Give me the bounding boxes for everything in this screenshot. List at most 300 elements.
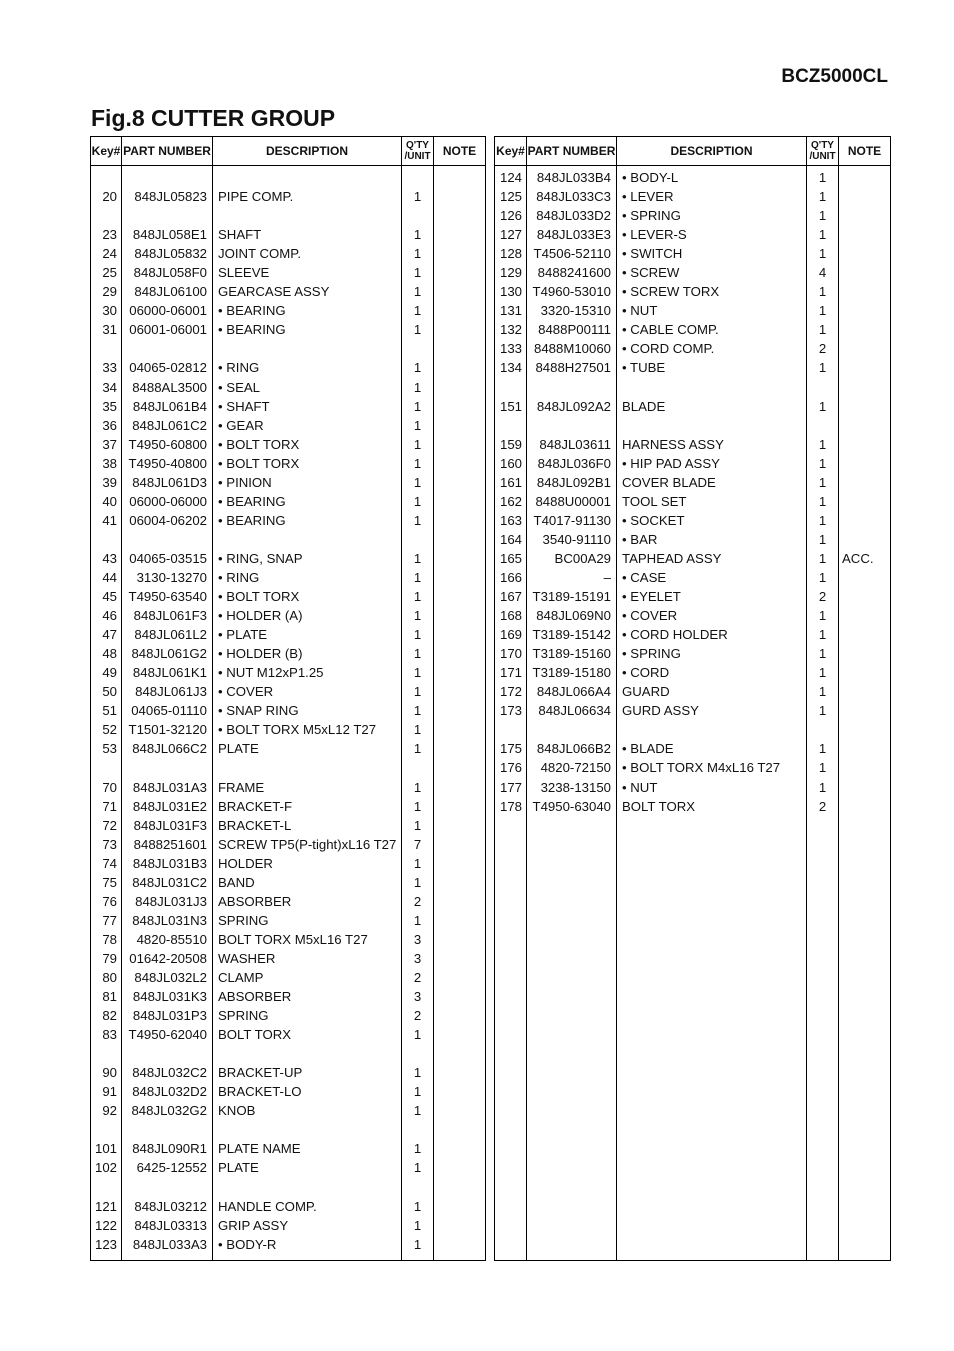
cell-note: [434, 454, 486, 473]
table-row: [91, 1139, 486, 1158]
cell-note: [434, 606, 486, 625]
cell-key: 91: [91, 1082, 122, 1101]
table-row: [91, 854, 486, 873]
cell-qty: 1: [807, 358, 839, 377]
cell-key: 168: [495, 606, 527, 625]
cell-note: [839, 320, 891, 339]
cell-description: TOOL SET: [617, 492, 807, 511]
table-row: [91, 397, 486, 416]
cell-note: [434, 168, 486, 187]
cell-note: [434, 263, 486, 282]
cell-part-number: 06001-06001: [122, 320, 213, 339]
cell-note: [839, 301, 891, 320]
cell-description: • RING, SNAP: [213, 549, 402, 568]
cell-note: [839, 606, 891, 625]
cell-part-number: 848JL069N0: [527, 606, 617, 625]
cell-qty: 1: [807, 549, 839, 568]
cell-key: 159: [495, 435, 527, 454]
table-row: [495, 511, 891, 530]
cell-key: 124: [495, 168, 527, 187]
cell-part-number: 04065-03515: [122, 549, 213, 568]
cell-description: • PINION: [213, 473, 402, 492]
cell-note: [839, 644, 891, 663]
cell-key: 29: [91, 282, 122, 301]
table-row: [91, 225, 486, 244]
cell-description: BRACKET-L: [213, 816, 402, 835]
cell-qty: 1: [402, 1025, 434, 1044]
table-row: [495, 358, 891, 377]
cell-part-number: 848JL061J3: [122, 682, 213, 701]
cell-qty: 1: [807, 606, 839, 625]
header-note: NOTE: [434, 137, 486, 166]
figure-title: Fig.8 CUTTER GROUP: [91, 105, 336, 131]
cell-description: • EYELET: [617, 587, 807, 606]
cell-note: [839, 778, 891, 797]
cell-note: [434, 1082, 486, 1101]
cell-part-number: 848JL033B4: [527, 168, 617, 187]
cell-part-number: T4017-91130: [527, 511, 617, 530]
cell-note: [839, 663, 891, 682]
cell-note: [434, 1006, 486, 1025]
filler-cell: [527, 816, 617, 1261]
table-row: [91, 1177, 486, 1196]
cell-key: 40: [91, 492, 122, 511]
cell-description: • SOCKET: [617, 511, 807, 530]
cell-description: • BODY-R: [213, 1235, 402, 1254]
cell-part-number: 848JL058E1: [122, 225, 213, 244]
cell-key: [495, 720, 527, 739]
cell-part-number: 848JL061F3: [122, 606, 213, 625]
cell-part-number: 848JL05823: [122, 187, 213, 206]
cell-note: [839, 225, 891, 244]
cell-part-number: [527, 416, 617, 435]
cell-qty: 4: [807, 263, 839, 282]
cell-part-number: 848JL058F0: [122, 263, 213, 282]
cell-description: HANDLE COMP.: [213, 1197, 402, 1216]
cell-part-number: 848JL03611: [527, 435, 617, 454]
cell-description: [213, 206, 402, 225]
cell-note: [434, 416, 486, 435]
cell-note: [434, 1197, 486, 1216]
table-row: [495, 225, 891, 244]
cell-note: [434, 282, 486, 301]
cell-description: BOLT TORX M5xL16 T27: [213, 930, 402, 949]
cell-description: • LEVER-S: [617, 225, 807, 244]
cell-key: 134: [495, 358, 527, 377]
cell-key: [91, 168, 122, 187]
cell-description: • TUBE: [617, 358, 807, 377]
cell-note: [434, 320, 486, 339]
cell-key: 47: [91, 625, 122, 644]
table-row: [91, 682, 486, 701]
table-row: [91, 282, 486, 301]
cell-part-number: 848JL061K1: [122, 663, 213, 682]
cell-key: 51: [91, 701, 122, 720]
header-description: DESCRIPTION: [213, 137, 402, 166]
cell-part-number: [527, 720, 617, 739]
cell-note: [839, 358, 891, 377]
table-row: [91, 244, 486, 263]
cell-note: [839, 568, 891, 587]
cell-key: 80: [91, 968, 122, 987]
cell-note: [434, 1025, 486, 1044]
table-row: [495, 625, 891, 644]
cell-part-number: T4506-52110: [527, 244, 617, 263]
cell-qty: [402, 1120, 434, 1139]
cell-qty: [807, 720, 839, 739]
table-row: [495, 587, 891, 606]
cell-description: TAPHEAD ASSY: [617, 549, 807, 568]
cell-qty: 1: [807, 397, 839, 416]
cell-note: [434, 701, 486, 720]
cell-part-number: 3320-15310: [527, 301, 617, 320]
cell-key: 166: [495, 568, 527, 587]
table-row: [91, 320, 486, 339]
cell-key: 53: [91, 739, 122, 758]
cell-note: [434, 339, 486, 358]
cell-description: GRIP ASSY: [213, 1216, 402, 1235]
cell-qty: [402, 206, 434, 225]
cell-part-number: 848JL061G2: [122, 644, 213, 663]
cell-part-number: 04065-02812: [122, 358, 213, 377]
cell-key: [91, 530, 122, 549]
cell-key: 31: [91, 320, 122, 339]
cell-description: • NUT: [617, 778, 807, 797]
cell-qty: 1: [402, 587, 434, 606]
table-row: [495, 606, 891, 625]
cell-part-number: T4950-60800: [122, 435, 213, 454]
table-row: [91, 511, 486, 530]
cell-qty: 1: [402, 1197, 434, 1216]
table-row: [495, 263, 891, 282]
cell-key: [91, 206, 122, 225]
cell-description: PLATE: [213, 739, 402, 758]
cell-key: 52: [91, 720, 122, 739]
header-part-number: PART NUMBER: [527, 137, 617, 166]
cell-description: • COVER: [213, 682, 402, 701]
cell-part-number: 06000-06000: [122, 492, 213, 511]
table-row: [91, 1044, 486, 1063]
table-row: [495, 549, 891, 568]
cell-part-number: [527, 378, 617, 397]
cell-key: [91, 1177, 122, 1196]
table-row: [91, 968, 486, 987]
cell-key: 162: [495, 492, 527, 511]
table-row: [495, 644, 891, 663]
cell-part-number: [122, 1177, 213, 1196]
cell-description: • SEAL: [213, 378, 402, 397]
table-row: [495, 320, 891, 339]
cell-key: [91, 1120, 122, 1139]
cell-description: • CORD COMP.: [617, 339, 807, 358]
cell-note: [434, 301, 486, 320]
table-row: [91, 663, 486, 682]
cell-note: [839, 416, 891, 435]
cell-qty: 1: [402, 282, 434, 301]
cell-description: • HOLDER (A): [213, 606, 402, 625]
cell-part-number: 848JL066B2: [527, 739, 617, 758]
cell-qty: 1: [807, 682, 839, 701]
filler-cell: [617, 816, 807, 1261]
cell-qty: 7: [402, 835, 434, 854]
cell-key: 171: [495, 663, 527, 682]
cell-part-number: 848JL032L2: [122, 968, 213, 987]
cell-description: [213, 1177, 402, 1196]
cell-key: 167: [495, 587, 527, 606]
cell-note: [839, 168, 891, 187]
cell-qty: 1: [402, 682, 434, 701]
cell-qty: 1: [807, 168, 839, 187]
cell-key: 46: [91, 606, 122, 625]
cell-key: 39: [91, 473, 122, 492]
cell-key: 43: [91, 549, 122, 568]
cell-part-number: 8488241600: [527, 263, 617, 282]
cell-part-number: T4950-40800: [122, 454, 213, 473]
cell-description: • BOLT TORX M4xL16 T27: [617, 758, 807, 777]
cell-note: [434, 1139, 486, 1158]
cell-qty: 1: [402, 473, 434, 492]
header-qty-top: Q'TY: [406, 140, 429, 151]
cell-note: [839, 378, 891, 397]
table-row: [91, 568, 486, 587]
cell-part-number: T4950-63540: [122, 587, 213, 606]
cell-qty: 1: [402, 1139, 434, 1158]
cell-part-number: 4820-72150: [527, 758, 617, 777]
cell-qty: [402, 758, 434, 777]
cell-key: 164: [495, 530, 527, 549]
cell-key: 127: [495, 225, 527, 244]
table-row: [91, 606, 486, 625]
cell-description: PLATE NAME: [213, 1139, 402, 1158]
filler-cell: [807, 816, 839, 1261]
table-row: [495, 701, 891, 720]
cell-qty: 1: [402, 720, 434, 739]
cell-key: 20: [91, 187, 122, 206]
table-header-row: [91, 137, 486, 166]
cell-note: [434, 1063, 486, 1082]
cell-qty: 1: [402, 797, 434, 816]
cell-key: 129: [495, 263, 527, 282]
cell-part-number: 848JL092A2: [527, 397, 617, 416]
cell-key: 82: [91, 1006, 122, 1025]
filler-cell: [213, 1254, 402, 1261]
cell-description: ABSORBER: [213, 892, 402, 911]
cell-part-number: [122, 339, 213, 358]
cell-qty: 1: [402, 625, 434, 644]
cell-part-number: T3189-15191: [527, 587, 617, 606]
cell-description: • NUT: [617, 301, 807, 320]
cell-qty: 1: [807, 492, 839, 511]
cell-qty: 1: [402, 1235, 434, 1254]
table-row: [91, 435, 486, 454]
table-row: [91, 378, 486, 397]
model-number: BCZ5000CL: [781, 66, 888, 87]
table-row: [495, 244, 891, 263]
cell-note: [839, 282, 891, 301]
cell-description: BOLT TORX: [213, 1025, 402, 1044]
cell-part-number: 848JL061L2: [122, 625, 213, 644]
cell-qty: 1: [402, 701, 434, 720]
cell-note: [434, 911, 486, 930]
cell-note: [434, 1216, 486, 1235]
cell-note: [839, 206, 891, 225]
cell-description: • COVER: [617, 606, 807, 625]
cell-note: [434, 492, 486, 511]
cell-note: [434, 739, 486, 758]
cell-note: [434, 206, 486, 225]
table-row: [91, 339, 486, 358]
cell-qty: 1: [807, 301, 839, 320]
cell-part-number: 8488251601: [122, 835, 213, 854]
cell-description: • BEARING: [213, 492, 402, 511]
cell-description: FRAME: [213, 778, 402, 797]
cell-part-number: [122, 758, 213, 777]
cell-key: 121: [91, 1197, 122, 1216]
cell-qty: 1: [807, 187, 839, 206]
cell-key: 176: [495, 758, 527, 777]
cell-qty: 1: [807, 225, 839, 244]
cell-qty: [807, 378, 839, 397]
cell-key: [91, 758, 122, 777]
cell-note: [434, 473, 486, 492]
cell-description: • SPRING: [617, 644, 807, 663]
cell-description: [617, 720, 807, 739]
cell-description: SPRING: [213, 911, 402, 930]
cell-qty: 1: [402, 816, 434, 835]
cell-qty: [402, 339, 434, 358]
cell-description: [617, 416, 807, 435]
cell-description: • CASE: [617, 568, 807, 587]
cell-part-number: 3540-91110: [527, 530, 617, 549]
cell-qty: 1: [402, 854, 434, 873]
cell-note: [434, 816, 486, 835]
filler-row: [91, 1254, 486, 1261]
cell-description: • BAR: [617, 530, 807, 549]
cell-part-number: 848JL031P3: [122, 1006, 213, 1025]
header-qty: [807, 137, 839, 166]
cell-qty: 1: [402, 1101, 434, 1120]
cell-key: 126: [495, 206, 527, 225]
cell-qty: 1: [402, 244, 434, 263]
cell-description: • BEARING: [213, 511, 402, 530]
cell-description: [213, 168, 402, 187]
table-row: [91, 739, 486, 758]
table-row: [91, 1216, 486, 1235]
cell-description: KNOB: [213, 1101, 402, 1120]
cell-qty: 2: [807, 587, 839, 606]
table-row: [91, 720, 486, 739]
cell-part-number: T3189-15142: [527, 625, 617, 644]
cell-qty: 1: [807, 320, 839, 339]
cell-key: 71: [91, 797, 122, 816]
cell-note: [434, 530, 486, 549]
cell-key: 73: [91, 835, 122, 854]
table-row: [91, 358, 486, 377]
cell-qty: 1: [402, 778, 434, 797]
table-row: [495, 720, 891, 739]
table-row: [91, 1063, 486, 1082]
cell-key: 160: [495, 454, 527, 473]
cell-description: • RING: [213, 358, 402, 377]
cell-key: 169: [495, 625, 527, 644]
cell-part-number: 848JL032G2: [122, 1101, 213, 1120]
cell-note: [839, 587, 891, 606]
header-key: Key#: [91, 137, 122, 166]
cell-description: • GEAR: [213, 416, 402, 435]
table-row: [91, 778, 486, 797]
table-row: [91, 1025, 486, 1044]
cell-qty: 1: [807, 701, 839, 720]
cell-note: [434, 949, 486, 968]
cell-key: 130: [495, 282, 527, 301]
table-row: [91, 758, 486, 777]
parts-table-right-body: [495, 166, 891, 1261]
cell-qty: 1: [402, 301, 434, 320]
cell-part-number: –: [527, 568, 617, 587]
cell-note: [434, 1101, 486, 1120]
cell-part-number: BC00A29: [527, 549, 617, 568]
table-row: [91, 587, 486, 606]
table-row: [91, 263, 486, 282]
cell-part-number: 848JL03212: [122, 1197, 213, 1216]
cell-description: ABSORBER: [213, 987, 402, 1006]
filler-cell: [91, 1254, 122, 1261]
cell-key: 74: [91, 854, 122, 873]
table-row: [495, 282, 891, 301]
cell-note: [839, 739, 891, 758]
cell-note: [839, 625, 891, 644]
cell-qty: 1: [402, 606, 434, 625]
table-row: [91, 1006, 486, 1025]
cell-note: [434, 244, 486, 263]
cell-part-number: 3238-13150: [527, 778, 617, 797]
cell-description: SCREW TP5(P-tight)xL16 T27: [213, 835, 402, 854]
cell-key: 161: [495, 473, 527, 492]
cell-description: JOINT COMP.: [213, 244, 402, 263]
cell-note: [434, 644, 486, 663]
cell-note: [434, 625, 486, 644]
cell-qty: 1: [807, 473, 839, 492]
table-row: [495, 758, 891, 777]
cell-description: SHAFT: [213, 225, 402, 244]
cell-part-number: [122, 206, 213, 225]
cell-key: 125: [495, 187, 527, 206]
cell-key: 163: [495, 511, 527, 530]
cell-description: [213, 1044, 402, 1063]
cell-key: 37: [91, 435, 122, 454]
cell-qty: 1: [807, 511, 839, 530]
filler-cell: [495, 816, 527, 1261]
cell-qty: 1: [807, 244, 839, 263]
cell-note: [434, 892, 486, 911]
cell-qty: 1: [402, 1063, 434, 1082]
cell-qty: [807, 416, 839, 435]
cell-qty: 1: [402, 263, 434, 282]
cell-qty: 1: [402, 644, 434, 663]
cell-description: • CORD HOLDER: [617, 625, 807, 644]
cell-part-number: 848JL05832: [122, 244, 213, 263]
cell-key: 128: [495, 244, 527, 263]
cell-part-number: 848JL090R1: [122, 1139, 213, 1158]
cell-key: 33: [91, 358, 122, 377]
cell-description: CLAMP: [213, 968, 402, 987]
cell-description: GEARCASE ASSY: [213, 282, 402, 301]
cell-key: [495, 378, 527, 397]
cell-description: • BLADE: [617, 739, 807, 758]
cell-qty: 1: [807, 282, 839, 301]
cell-note: [434, 587, 486, 606]
table-row: [91, 549, 486, 568]
